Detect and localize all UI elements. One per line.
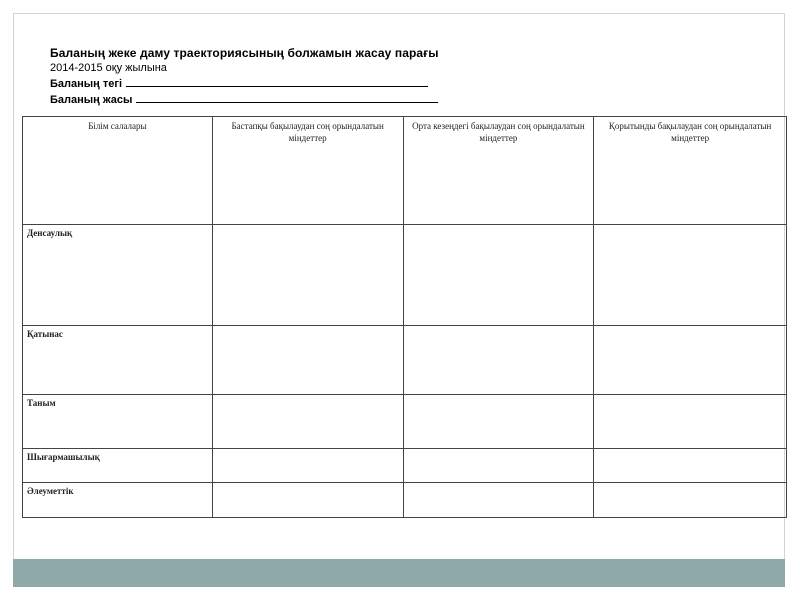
table-cell (594, 225, 787, 326)
age-label: Баланың жасы (50, 94, 133, 106)
table-cell (594, 395, 787, 449)
row-label-communication: Қатынас (23, 326, 213, 395)
table-cell (212, 449, 403, 483)
column-header-final: Қорытынды бақылаудан соң орындалатын міндеттер (594, 117, 787, 225)
age-field (50, 92, 439, 108)
footer-bar (13, 559, 785, 587)
row-label-social: Әлеуметтік (23, 483, 213, 518)
table-row (23, 449, 787, 483)
document-header (50, 46, 439, 108)
surname-field (50, 76, 439, 92)
table-cell (403, 326, 594, 395)
trajectory-table (22, 116, 787, 518)
table-cell (403, 395, 594, 449)
table-cell (594, 449, 787, 483)
surname-blank-line (126, 76, 428, 87)
table-cell (403, 449, 594, 483)
table-cell (212, 326, 403, 395)
table-cell (594, 326, 787, 395)
table-row (23, 326, 787, 395)
table-row (23, 225, 787, 326)
column-header-areas: Білім салалары (23, 117, 213, 225)
column-header-middle: Орта кезеңдегі бақылаудан соң орындалатын міндеттер (403, 117, 594, 225)
row-label-cognition: Таным (23, 395, 213, 449)
table-cell (403, 483, 594, 518)
table-cell (212, 395, 403, 449)
table-header-row (23, 117, 787, 225)
table-cell (403, 225, 594, 326)
surname-label: Баланың тегі (50, 78, 123, 90)
table-row (23, 395, 787, 449)
academic-year: 2014-2015 оқу жылына (50, 62, 167, 74)
table-cell (212, 483, 403, 518)
column-header-initial: Бастапқы бақылаудан соң орындалатын міндеттер (212, 117, 403, 225)
table-row (23, 483, 787, 518)
row-label-creativity: Шығармашылық (23, 449, 213, 483)
age-blank-line (136, 92, 438, 103)
table-cell (212, 225, 403, 326)
document-title: Баланың жеке даму траекториясының болжамын жасау парағы (50, 46, 439, 60)
row-label-health: Денсаулық (23, 225, 213, 326)
table-cell (594, 483, 787, 518)
